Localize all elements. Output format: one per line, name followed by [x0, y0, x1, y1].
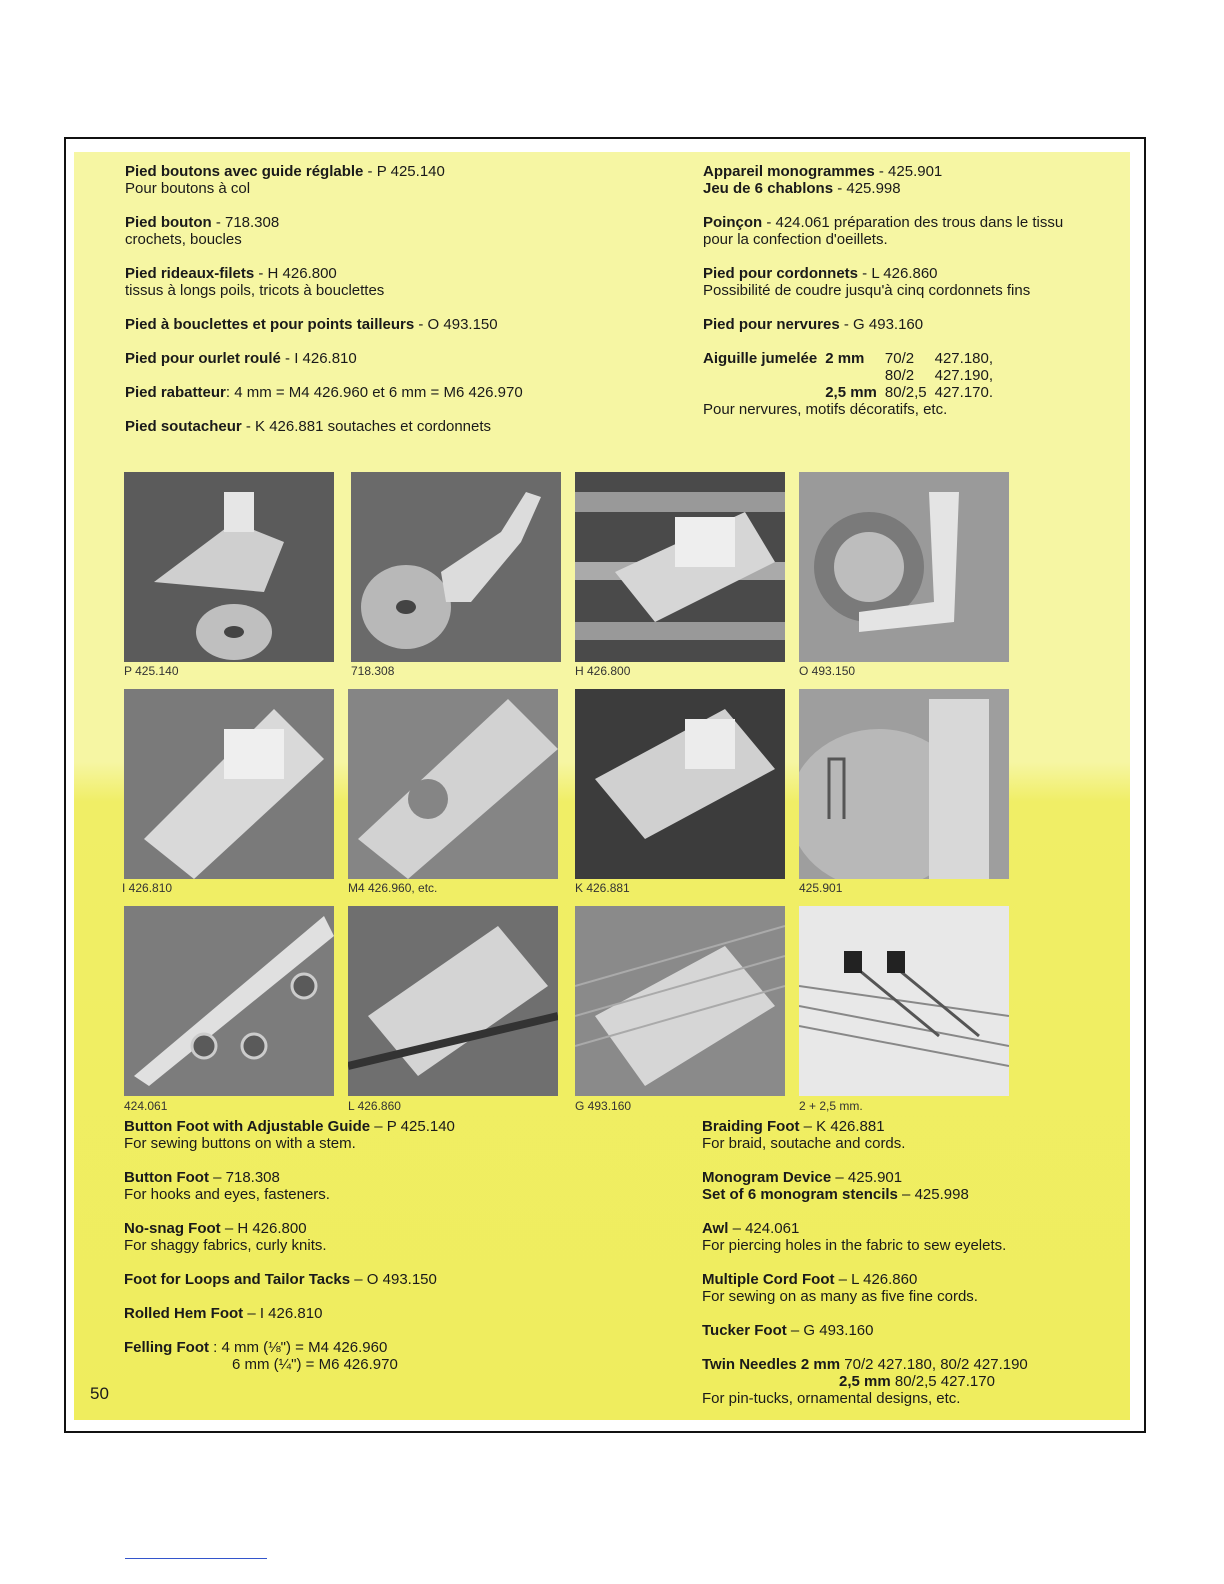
english-felling: Felling Foot : 4 mm (⅛") = M4 426.960 6 mm (¼") = M6 426.970 [124, 1339, 398, 1373]
photo-caption: 718.308 [351, 664, 395, 678]
photo-loops-foot [799, 472, 1009, 662]
english-left-column [124, 1118, 684, 1390]
english-entry: Braiding Foot – K 426.881 For braid, soutache and cords. [702, 1118, 906, 1152]
english-entry: Multiple Cord Foot – L 426.860 For sewing on as many as five fine cords. [702, 1271, 978, 1305]
photo-button-foot-guide [124, 472, 334, 662]
photo-caption: H 426.800 [575, 664, 631, 678]
english-entry: Awl – 424.061 For piercing holes in the fabric to sew eyelets. [702, 1220, 1007, 1254]
photo-caption: M4 426.960, etc. [348, 881, 438, 895]
english-entry: Foot for Loops and Tailor Tacks – O 493.150 [124, 1271, 437, 1288]
french-entry: Pied à bouclettes et pour points tailleurs - O 493.150 [125, 316, 498, 333]
french-entry: Poinçon - 424.061 préparation des trous dans le tissu pour la confection d'oeillets. [703, 214, 1064, 248]
french-left-column [125, 163, 685, 452]
photo-monogram-device [799, 689, 1009, 879]
french-right-column [703, 163, 1123, 418]
needles-table: Aiguille jumelée 2 mm 70/2 427.180, 80/2 427.190, 2,5 mm 80/2,5 427.170. [703, 350, 994, 401]
photo-braiding-foot [575, 689, 785, 879]
french-entry: Pied pour nervures - G 493.160 [703, 316, 924, 333]
french-entry: Appareil monogrammes - 425.901 Jeu de 6 chablons - 425.998 [703, 163, 943, 197]
english-entry: No-snag Foot – H 426.800 For shaggy fabrics, curly knits. [124, 1220, 327, 1254]
english-entry: Rolled Hem Foot – I 426.810 [124, 1305, 323, 1322]
photo-no-snag-foot [575, 472, 785, 662]
photo-twin-needles [799, 906, 1009, 1096]
english-entry: Monogram Device – 425.901 Set of 6 monogram stencils – 425.998 [702, 1169, 969, 1203]
photo-caption: K 426.881 [575, 881, 630, 895]
photo-caption: 425.901 [799, 881, 843, 895]
english-entry: Button Foot – 718.308 For hooks and eyes, fasteners. [124, 1169, 330, 1203]
english-needles: Twin Needles 2 mm 70/2 427.180, 80/2 427.190 2,5 mm 80/2,5 427.170 For pin-tucks, ornamental designs, etc. [702, 1356, 1028, 1407]
french-entry: Pied rideaux-filets - H 426.800 tissus à longs poils, tricots à bouclettes [125, 265, 385, 299]
page-number: 50 [90, 1384, 109, 1403]
photo-multiple-cord-foot [348, 906, 558, 1096]
photo-caption: O 493.150 [799, 664, 856, 678]
french-entry: Pied pour cordonnets - L 426.860 Possibilité de coudre jusqu'à cinq cordonnets fins [703, 265, 1031, 299]
english-entry: Button Foot with Adjustable Guide – P 425.140 For sewing buttons on with a stem. [124, 1118, 455, 1152]
french-entry: Pied boutons avec guide réglable - P 425.140 Pour boutons à col [125, 163, 445, 197]
photo-caption: 424.061 [124, 1099, 168, 1113]
footer-line [125, 1558, 267, 1559]
french-entry: Pied rabatteur: 4 mm = M4 426.960 et 6 mm = M6 426.970 [125, 384, 523, 401]
photo-felling-foot [348, 689, 558, 879]
photo-caption: 2 + 2,5 mm. [799, 1099, 863, 1113]
photo-caption: P 425.140 [124, 664, 179, 678]
french-needles: Aiguille jumelée 2 mm 70/2 427.180, 80/2 427.190, 2,5 mm 80/2,5 427.170. Pour nervures, motifs décoratifs, etc. [703, 350, 1123, 418]
photo-awl [124, 906, 334, 1096]
photo-caption: G 493.160 [575, 1099, 632, 1113]
english-right-column [702, 1118, 1122, 1407]
french-entry: Pied bouton - 718.308 crochets, boucles [125, 214, 280, 248]
photo-tucker-foot [575, 906, 785, 1096]
french-entry: Pied soutacheur - K 426.881 soutaches et cordonnets [125, 418, 492, 435]
french-entry: Pied pour ourlet roulé - I 426.810 [125, 350, 357, 367]
english-entry: Tucker Foot – G 493.160 [702, 1322, 874, 1339]
photo-rolled-hem-foot [124, 689, 334, 879]
photo-button-foot [351, 472, 561, 662]
photo-caption: I 426.810 [122, 881, 173, 895]
photo-caption: L 426.860 [348, 1099, 401, 1113]
